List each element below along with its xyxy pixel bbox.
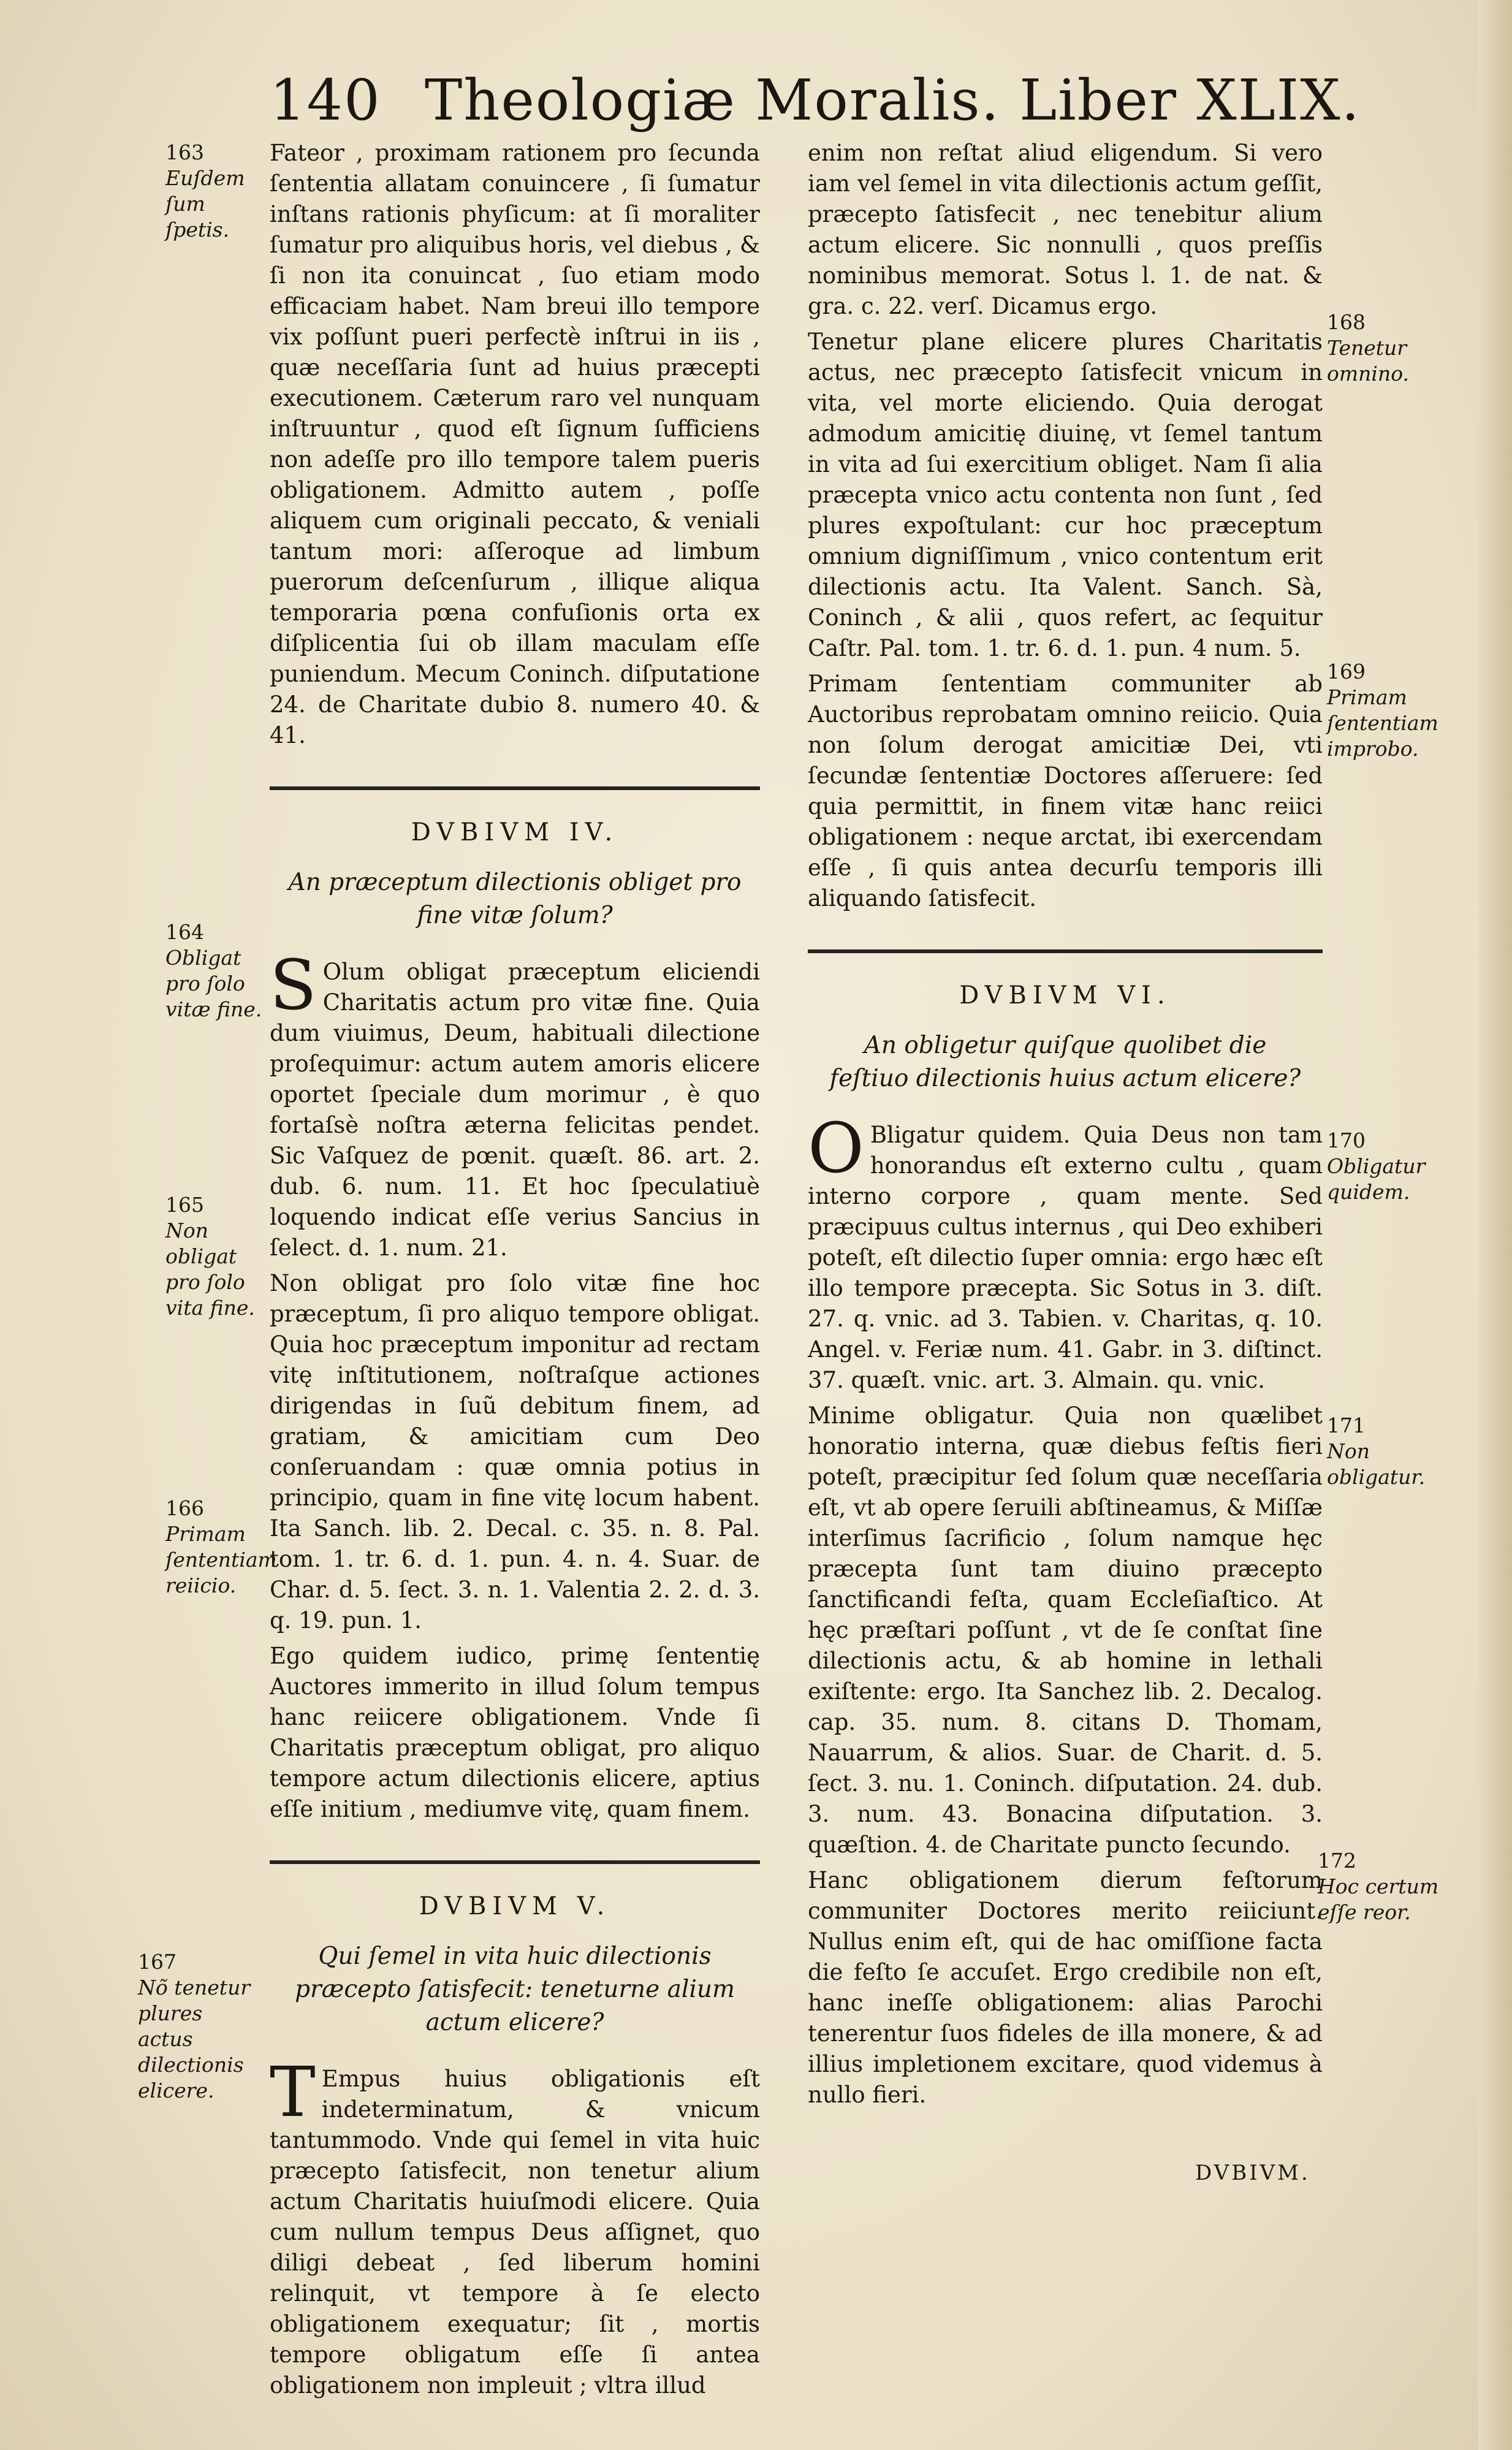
dubium-6-question: An obligetur quiſque quolibet die feſtiuo dilectionis huius actum elicere? bbox=[829, 1032, 1301, 1092]
paragraph-166: Ego quidem iudico, primę ſententię Auctores immerito in illud ſolum tempus hanc reiicere obligationem. Vnde ſi Charitatis præceptum obligat, pro aliquo tempore actum dilectionis elicere, aptius eſſe initium , mediumve vitę, quam finem. bbox=[270, 1643, 760, 1822]
dubium-4-question: An præceptum dilectionis obliget pro fine vitæ ſolum? bbox=[288, 869, 742, 929]
margin-note-171: 171 Non obligatur. bbox=[1327, 1413, 1426, 1489]
margin-note-164: 164 Obligat pro ſolo vitæ fine. bbox=[165, 920, 262, 1021]
page-number: 140 bbox=[270, 67, 381, 133]
margin-note-170: 170 Obligatur quidem. bbox=[1327, 1128, 1426, 1204]
margin-note-163: 163 Euſdem ſum ſpetis. bbox=[165, 140, 245, 242]
section-rule bbox=[808, 949, 1323, 953]
paragraph-163: Fateor , proximam rationem pro ſecunda ſententia allatam conuincere , ſi ſumatur inſtans rationis phyſicum: at ſi moraliter ſumatur pro aliquibus horis, vel diebus , & ſi non ita conuincat , ſuo etiam modo efficaciam habet. Nam breui illo tempore vix poſſunt pueri perfectè inſtrui in iis , quæ neceſſaria ſunt ad huius præcepti executionem. Cæterum raro vel nunquam inſtruuntur , quod eſt ſignum ſufficiens non adeſſe pro illo tempore talem pueris obligationem. Admitto autem , poſſe aliquem cum originali peccato, & veniali tantum mori: aſſeroque ad limbum puerorum deſcenſurum , illique aliqua temporaria pœna confuſionis orta ex diſplicentia ſui ob illam maculam eſſe puniendum. Mecum Coninch. diſputatione 24. de Charitate dubio 8. numero 40. & 41. bbox=[270, 140, 760, 748]
paragraph-168: Tenetur plane elicere plures Charitatis actus, nec præcepto ſatisfecit vnicum in vita, vel morte eliciendo. Quia derogat admodum amicitię diuinę, vt ſemel tantum in vita ad ſui exercitium obliget. Nam ſi alia præcepta vnico actu contenta non ſunt , ſed plures expoſtulant: cur hoc præceptum omnium digniſſimum , vnico contentum erit dilectionis actu. Ita Valent. Sanch. Sà, Coninch , & alii , quos refert, ac ſequitur Caſtr. Pal. tom. 1. tr. 6. d. 1. pun. 4 num. 5. bbox=[808, 329, 1323, 661]
paragraph-167: T Empus huius obligationis eſt indeterminatum, & vnicum tantummodo. Vnde qui ſemel in vita huic præcepto ſatisfecit, non tenetur alium actum Charitatis huiuſmodi elicere. Quia cum nullum tempus Deus aſſignet, quo diligi debeat , ſed liberum homini relinquit, vt tempore à ſe electo obligationem exequatur; ſit , mortis tempore obligatum eſſe ſi antea obligationem non impleuit ; vltra illud bbox=[270, 2053, 760, 2399]
paragraph-169: Primam ſententiam communiter ab Auctoribus reprobatam omnino reiicio. Quia non ſolum derogat amicitiæ Dei, vti ſecundæ ſententiæ Doctores aſſeruere: ſed quia permittit, in finem vitæ hanc reiici obligationem : neque arctat, ibi exercendam eſſe , ſi quis antea decurſu temporis illi aliquando ſatisfecit. bbox=[808, 671, 1323, 911]
drop-capital: T bbox=[270, 2053, 316, 2132]
page-title: Theologiæ Moralis. Liber XLIX. bbox=[424, 67, 1361, 133]
left-column bbox=[270, 138, 760, 2406]
catchword: DVBIVM. bbox=[1195, 2161, 1310, 2185]
drop-capital: S bbox=[270, 946, 317, 1025]
dubium-5-heading: DVBIVM V. bbox=[419, 1892, 611, 1920]
drop-capital: O bbox=[808, 1109, 864, 1189]
paragraph-170: O Bligatur quidem. Quia Deus non tam honorandus eſt externo cultu , quam interno corpore , quam mente. Sed præcipuus cultus internus , qui Deo exhiberi poteſt, eſt dilectio ſuper omnia: ergo hæc eſt illo tempore præcepta. Sic Sotus in 3. diſt. 27. q. vnic. ad 3. Tabien. v. Charitas, q. 10. Angel. v. Feriæ num. 41. Gabr. in 3. diſtinct. 37. quæſt. vnic. art. 3. Almain. qu. vnic. bbox=[808, 1109, 1323, 1393]
dubium-6-heading: DVBIVM VI. bbox=[959, 981, 1171, 1010]
margin-note-172: 172 Hoc certum eſſe reor. bbox=[1318, 1849, 1439, 1924]
dubium-4-heading: DVBIVM IV. bbox=[411, 818, 619, 846]
section-rule bbox=[270, 1860, 760, 1864]
dubium-5-question: Qui ſemel in vita huic dilectionis præcepto ſatisfecit: teneturne alium actum elicere? bbox=[295, 1942, 735, 2036]
page-edge bbox=[1478, 0, 1512, 2450]
section-rule bbox=[270, 786, 760, 790]
right-column bbox=[808, 138, 1323, 2115]
running-header bbox=[270, 67, 1361, 133]
paragraph-171: Minime obligatur. Quia non quælibet honoratio interna, quæ diebus feſtis fieri poteſt, præcipitur ſed ſolum quæ neceſſaria eſt, vt ab opere ſeruili abſtineamus, & Miſſæ interſimus ſacrificio , ſolum namque hęc præcepta ſunt tam diuino præcepto ſanctificandi feſta, quam Eccleſiaſtico. At hęc præſtari poſſunt , vt de ſe conſtat ſine dilectionis actu, & ab homine in lethali exiſtente: ergo. Ita Sanchez lib. 2. Decalog. cap. 35. num. 8. citans D. Thomam, Nauarrum, & alios. Suar. de Charit. d. 5. ſect. 3. nu. 1. Coninch. diſputation. 24. dub. 3. num. 43. Bonacina diſputation. 3. quæſtion. 4. de Charitate puncto ſecundo. bbox=[808, 1402, 1323, 1858]
paragraph-continued: enim non reſtat aliud eligendum. Si vero iam vel ſemel in vita dilectionis actum geſſit, præcepto ſatisfecit , nec tenebitur alium actum elicere. Sic nonnulli , quos preſſis nominibus memorat. Sotus l. 1. de nat. & gra. c. 22. verſ. Dicamus ergo. bbox=[808, 140, 1323, 319]
paragraph-165: Non obligat pro ſolo vitæ fine hoc præceptum, ſi pro aliquo tempore obligat. Quia hoc præceptum imponitur ad rectam vitę inſtitutionem, noſtraſque actiones dirigendas in ſuũ debitum finem, ad gratiam, & amicitiam cum Deo conſeruandam : quæ omnia potius in principio, quam in fine vitę locum habent. Ita Sanch. lib. 2. Decal. c. 35. n. 8. Pal. tom. 1. tr. 6. d. 1. pun. 4. n. 4. Suar. de Char. d. 5. ſect. 3. n. 1. Valentia 2. 2. d. 3. q. 19. pun. 1. bbox=[270, 1270, 760, 1634]
paragraph-172: Hanc obligationem dierum feſtorum communiter Doctores merito reiiciunt. Nullus enim eſt, qui de hac omiſſione facta die feſto ſe accuſet. Ergo credibile non eſt, hanc ineſſe obligationem: alias Parochi tenerentur ſuos fideles de illa monere, & ad illius impletionem excitare, quod videmus à nullo fieri. bbox=[808, 1867, 1323, 2108]
margin-note-168: 168 Tenetur omnino. bbox=[1327, 310, 1409, 386]
paragraph-164: S Olum obligat præceptum eliciendi Charitatis actum pro vitæ fine. Quia dum viuimus, Deum, habituali dilectione proſequimur: actum autem amoris elicere oportet ſpeciale dum morimur , è quo fortaſsè noſtra æterna felicitas pendet. Sic Vaſquez de pœnit. quæſt. 86. art. 2. dub. 6. num. 11. Et hoc ſpeculatiuè loquendo indicat eſſe verius Sancius in ſelect. d. 1. num. 21. bbox=[270, 946, 760, 1261]
margin-note-167: 167 Nõ tenetur plures actus dilectionis elicere. bbox=[138, 1950, 251, 2102]
margin-note-165: 165 Non obligat pro ſolo vita fine. bbox=[165, 1193, 255, 1320]
margin-note-169: 169 Primam ſententiam improbo. bbox=[1327, 660, 1438, 761]
margin-note-166: 166 Primam ſententiam reiicio. bbox=[165, 1496, 277, 1597]
